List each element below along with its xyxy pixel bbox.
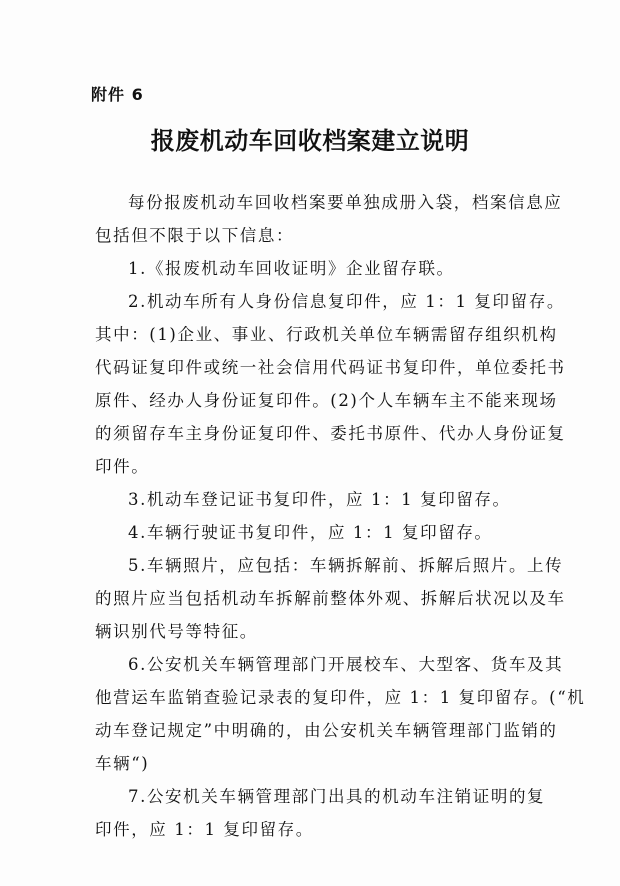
attachment-label: 附件 6	[91, 85, 144, 104]
item-5-line-3: 辆识别代号等特征。	[95, 622, 258, 641]
item-2-line-6: 印件。	[95, 457, 150, 476]
item-2-line-5: 的须留存车主身份证复印件、委托书原件、代办人身份证复	[95, 424, 566, 443]
item-2-line-3: 代码证复印件或统一社会信用代码证书复印件，单位委托书	[95, 358, 566, 377]
item-2-line-2: 其中：(1)企业、事业、行政机关单位车辆需留存组织机构	[95, 325, 558, 344]
item-6-line-2: 他营运车监销查验记录表的复印件，应 1：1 复印留存。(“机	[95, 688, 586, 707]
item-2-line-4: 原件、经办人身份证复印件。(2)个人车辆车主不能来现场	[95, 391, 558, 410]
item-5-line-1: 5.车辆照片，应包括：车辆拆解前、拆解后照片。上传	[128, 556, 564, 575]
item-1-line-1: 1.《报废机动车回收证明》企业留存联。	[128, 259, 455, 278]
item-6-line-4: 车辆“)	[95, 754, 150, 773]
item-6-line-1: 6.公安机关车辆管理部门开展校车、大型客、货车及其	[128, 655, 564, 674]
item-2-line-1: 2.机动车所有人身份信息复印件，应 1：1 复印留存。	[128, 292, 565, 311]
document-title: 报废机动车回收档案建立说明	[150, 126, 470, 155]
intro-line-1: 每份报废机动车回收档案要单独成册入袋，档案信息应	[128, 193, 563, 212]
item-7-line-1: 7.公安机关车辆管理部门出具的机动车注销证明的复	[128, 787, 546, 806]
item-7-line-2: 印件，应 1：1 复印留存。	[95, 820, 314, 839]
item-5-line-2: 的照片应当包括机动车拆解前整体外观、拆解后状况以及车	[95, 589, 566, 608]
item-6-line-3: 动车登记规定”中明确的，由公安机关车辆管理部门监销的	[95, 721, 558, 740]
intro-line-2: 包括但不限于以下信息：	[95, 226, 295, 245]
item-4-line-1: 4.车辆行驶证书复印件，应 1：1 复印留存。	[128, 523, 493, 542]
item-3-line-1: 3.机动车登记证书复印件，应 1：1 复印留存。	[128, 490, 511, 509]
